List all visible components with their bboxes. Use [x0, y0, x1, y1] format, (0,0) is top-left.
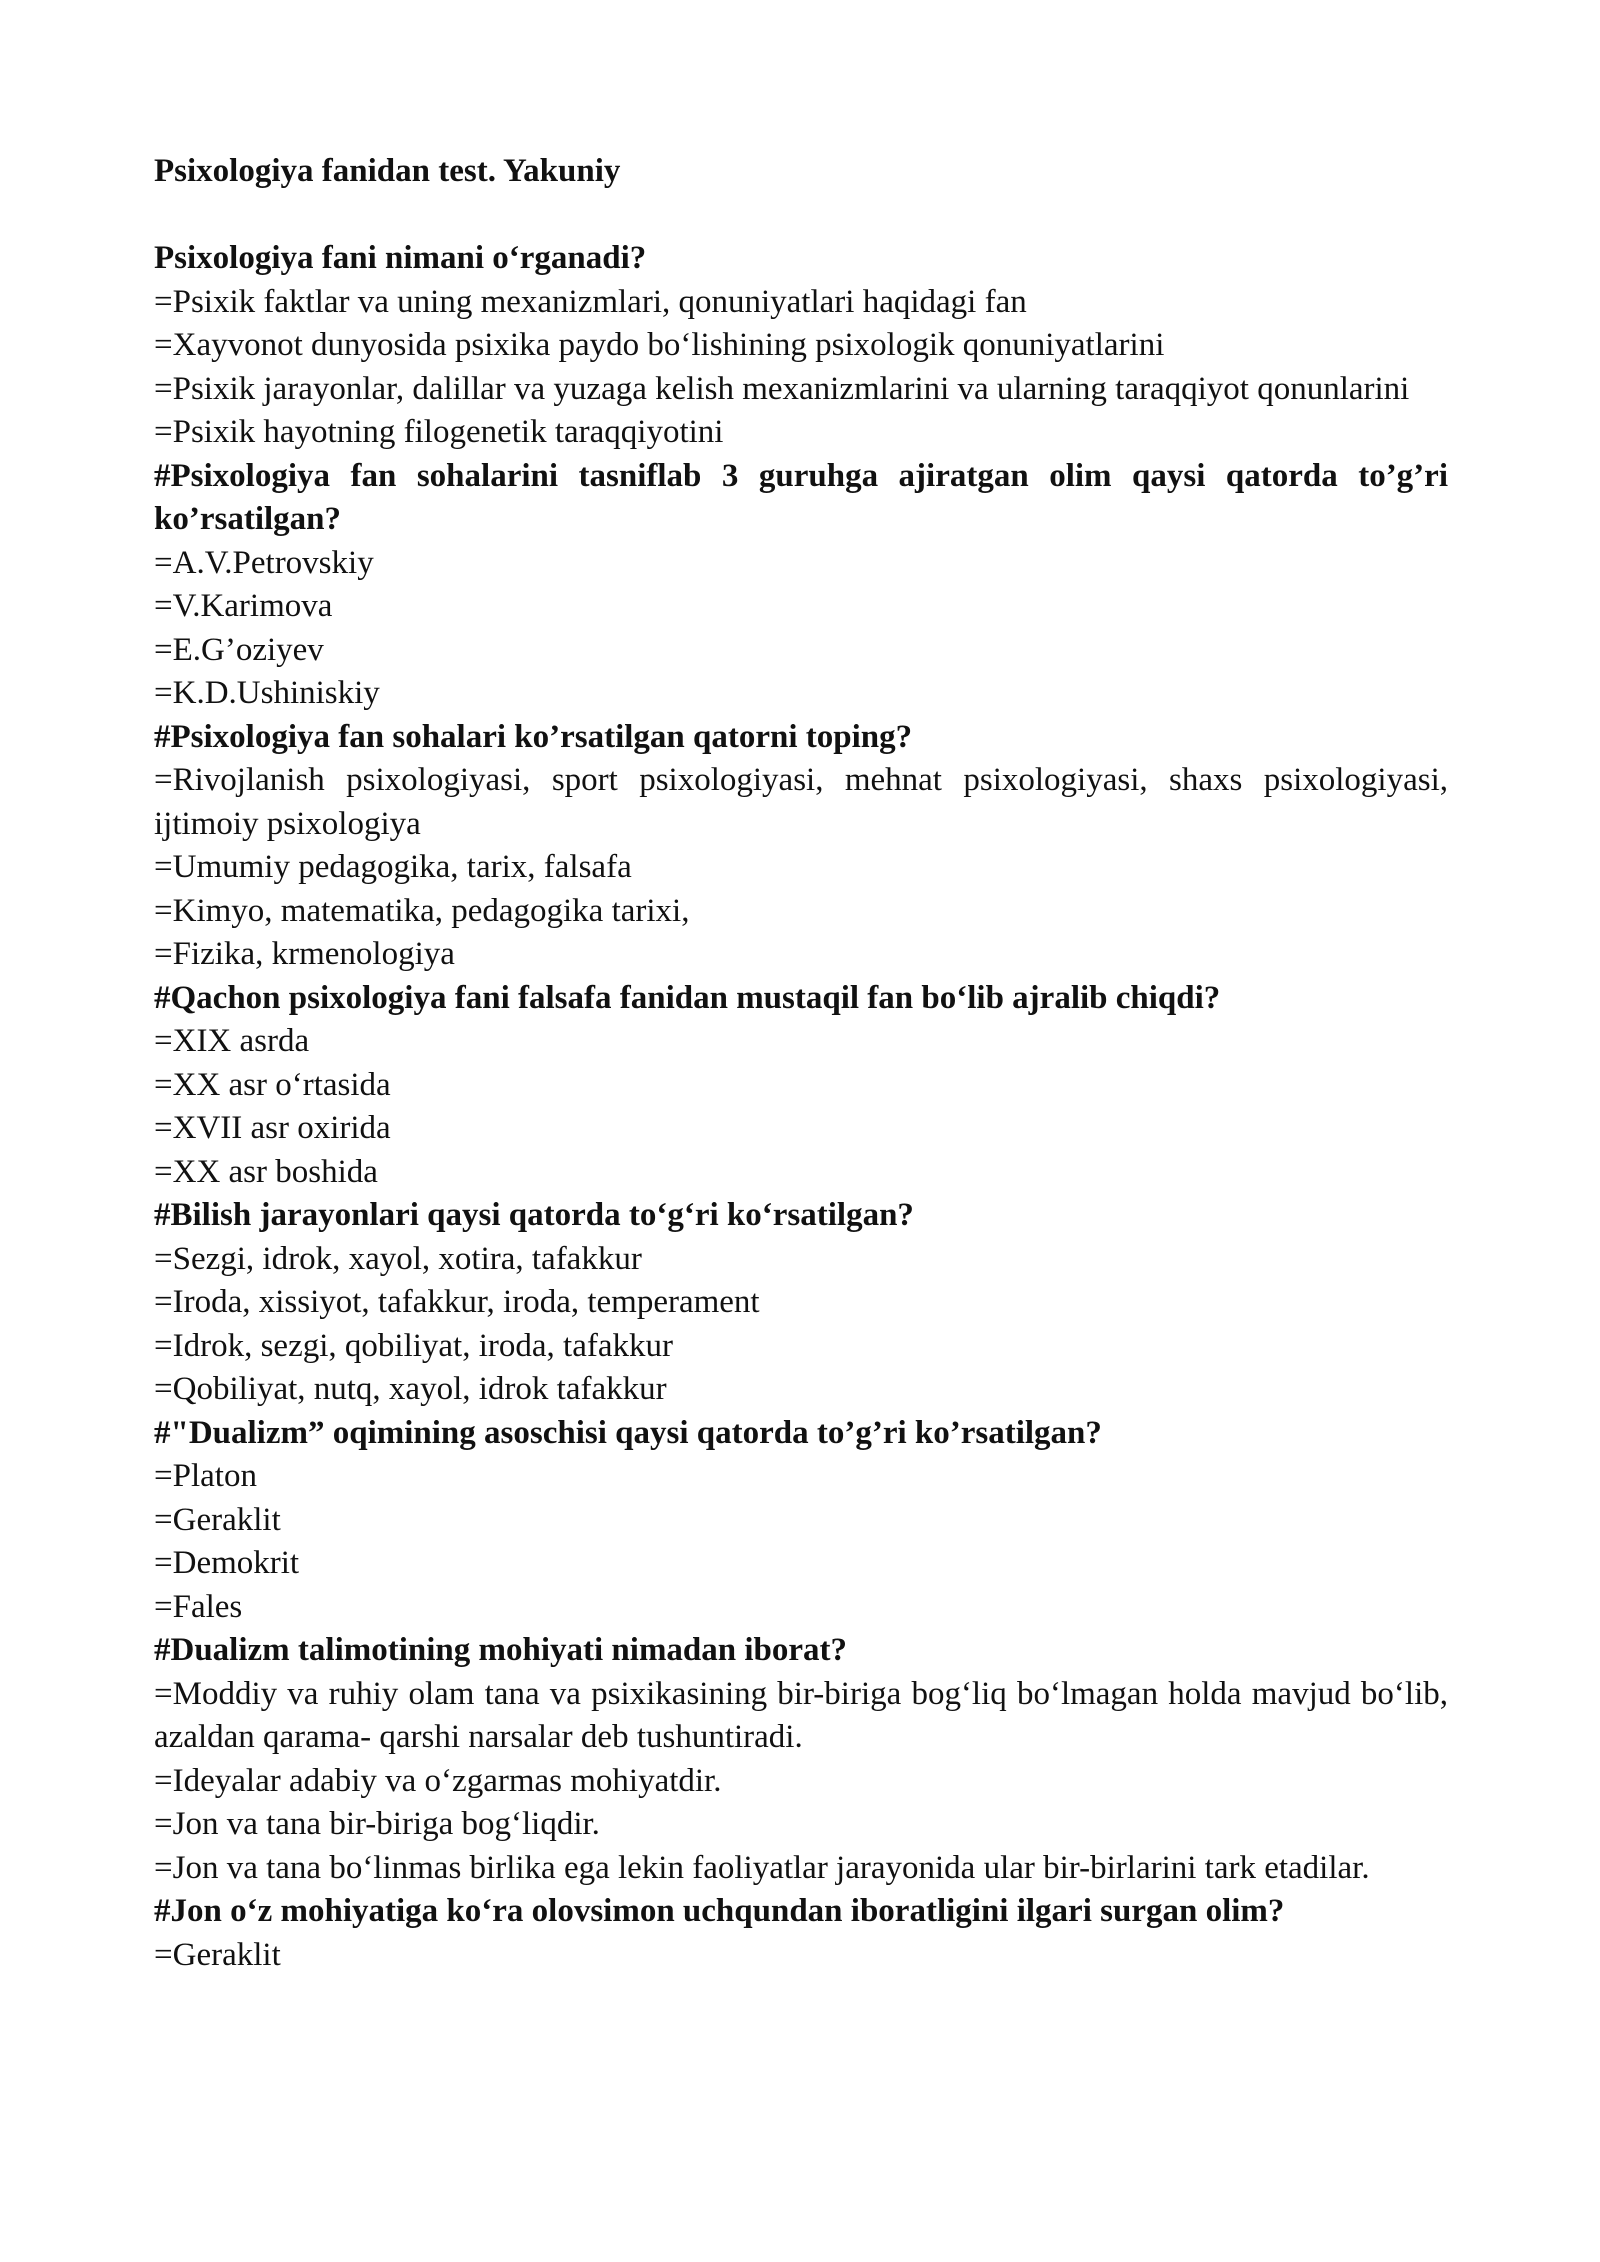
question-block — [154, 1890, 1448, 1977]
question-text: #"Dualizm” oqimining asoschisi qaysi qatorda to’g’ri ko’rsatilgan? — [154, 1414, 1102, 1451]
answer-option: =E.G’oziyev — [154, 631, 324, 668]
answer-option: =Rivojlanish psixologiyasi, sport psixologiyasi, mehnat psixologiyasi, shaxs psixologiyasi, ijtimoiy psixologiya — [154, 762, 1448, 842]
answer-option: =Sezgi, idrok, xayol, xotira, tafakkur — [154, 1240, 642, 1277]
answer-option: =Qobiliyat, nutq, xayol, idrok tafakkur — [154, 1371, 667, 1407]
answer-option: =Geraklit — [154, 1936, 281, 1973]
answer-option: =Iroda, xissiyot, tafakkur, iroda, temperament — [154, 1284, 760, 1320]
question-text: #Bilish jarayonlari qaysi qatorda to‘g‘ri ko‘rsatilgan? — [154, 1197, 914, 1233]
answer-option: =Psixik jarayonlar, dalillar va yuzaga kelish mexanizmlarini va ularning taraqqiyot qonunlarini — [154, 370, 1410, 407]
answer-option: =Psixik faktlar va uning mexanizmlari, qonuniyatlari haqidagi fan — [154, 283, 1027, 320]
question-block — [154, 1194, 1448, 1412]
answer-option: =Umumiy pedagogika, tarix, falsafa — [154, 849, 632, 885]
answer-option: =Fizika, krmenologiya — [154, 936, 455, 972]
answer-option: =XX asr boshida — [154, 1153, 378, 1190]
answer-option: =V.Karimova — [154, 588, 333, 624]
answer-option: =Xayvonot dunyosida psixika paydo bo‘lishining psixologik qonuniyatlarini — [154, 327, 1165, 363]
answer-option: =Geraklit — [154, 1501, 281, 1538]
question-block — [154, 977, 1448, 1195]
document-title: Psixologiya fanidan test. Yakuniy — [154, 153, 621, 189]
document-page — [154, 150, 1448, 1977]
question-text: #Jon o‘z mohiyatiga ko‘ra olovsimon uchqundan iboratligini ilgari surgan olim? — [154, 1893, 1285, 1929]
answer-option: =Psixik hayotning filogenetik taraqqiyotini — [154, 414, 724, 450]
question-block — [154, 237, 1448, 455]
question-block — [154, 455, 1448, 716]
answer-option: =A.V.Petrovskiy — [154, 544, 374, 581]
answer-option: =XIX asrda — [154, 1023, 310, 1059]
answer-option: =Jon va tana bo‘linmas birlika ega lekin faoliyatlar jarayonida ular bir-birlarini tark etadilar. — [154, 1849, 1370, 1886]
question-text: #Psixologiya fan sohalarini tasniflab 3 guruhga ajiratgan olim qaysi qatorda to’g’ri ko’rsatilgan? — [154, 457, 1448, 537]
question-text: Psixologiya fani nimani o‘rganadi? — [154, 240, 647, 276]
answer-option: =Platon — [154, 1458, 257, 1494]
question-block — [154, 716, 1448, 977]
question-block — [154, 1412, 1448, 1630]
answer-option: =XX asr o‘rtasida — [154, 1066, 391, 1103]
answer-option: =Kimyo, matematika, pedagogika tarixi, — [154, 892, 690, 929]
answer-option: =Demokrit — [154, 1545, 300, 1581]
answer-option: =Ideyalar adabiy va o‘zgarmas mohiyatdir. — [154, 1762, 722, 1799]
answer-option: =XVII asr oxirida — [154, 1110, 391, 1146]
question-text: #Psixologiya fan sohalari ko’rsatilgan qatorni toping? — [154, 718, 913, 755]
question-text: #Dualizm talimotining mohiyati nimadan iborat? — [154, 1632, 848, 1668]
question-text: #Qachon psixologiya fani falsafa fanidan mustaqil fan bo‘lib ajralib chiqdi? — [154, 979, 1221, 1016]
answer-option: =K.D.Ushiniskiy — [154, 675, 380, 711]
answer-option: =Idrok, sezgi, qobiliyat, iroda, tafakkur — [154, 1327, 673, 1364]
answer-option: =Fales — [154, 1588, 243, 1625]
answer-option: =Jon va tana bir-biriga bog‘liqdir. — [154, 1806, 600, 1842]
answer-option: =Moddiy va ruhiy olam tana va psixikasining bir-biriga bog‘liq bo‘lmagan holda mavjud bo‘lib, azaldan qarama- qarshi narsalar deb tushuntiradi. — [154, 1675, 1448, 1755]
question-block — [154, 1629, 1448, 1890]
